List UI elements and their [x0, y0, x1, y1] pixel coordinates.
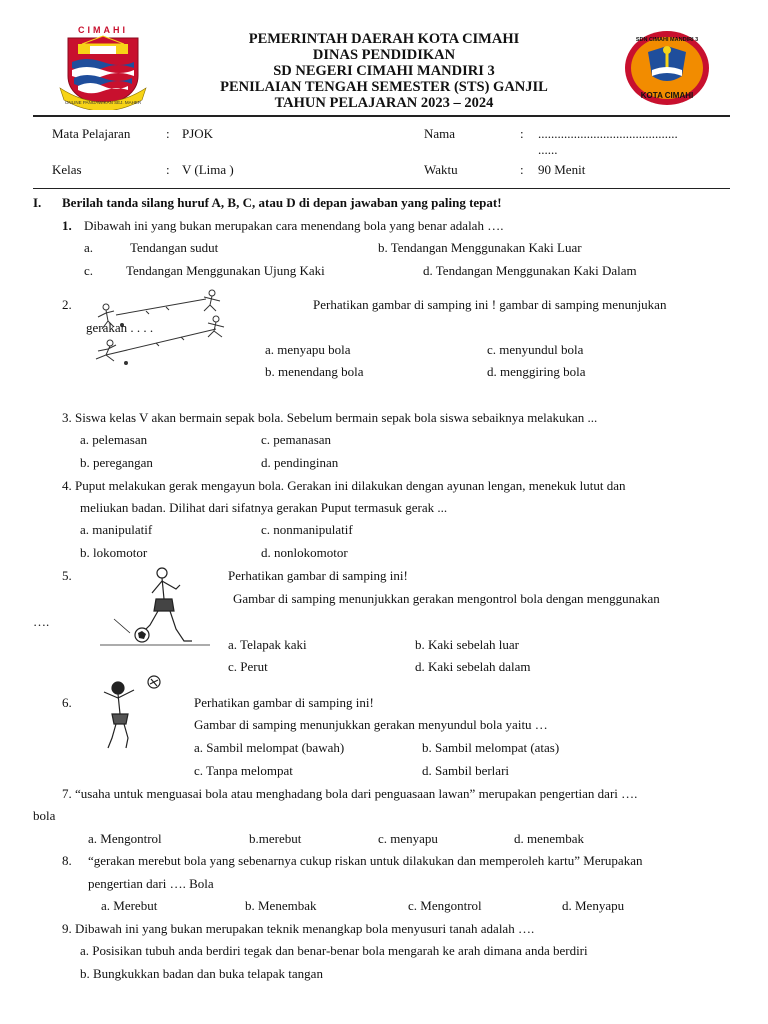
q2-text: Perhatikan gambar di samping ini ! gambar di samping menunjukan [313, 297, 667, 312]
q9-option-a[interactable]: a. Posisikan tubuh anda berdiri tegak dan benar-benar bola mengarah ke arah dimana anda berdiri [80, 943, 588, 958]
q1-option-a[interactable]: Tendangan sudut [130, 240, 219, 255]
q3-text: 3. Siswa kelas V akan bermain sepak bola. Sebelum bermain sepak bola siswa sebaiknya melakukan ... [62, 410, 598, 425]
q2-text-continuation: gerakan . . . . [86, 320, 154, 335]
q6-option-b[interactable]: b. Sambil melompat (atas) [422, 740, 560, 755]
q1-option-d[interactable]: d. Tendangan Menggunakan Kaki Dalam [423, 263, 637, 278]
q8-option-c[interactable]: c. Mengontrol [408, 898, 482, 913]
q3-option-d[interactable]: d. pendinginan [261, 455, 339, 470]
q2-option-b[interactable]: b. menendang bola [265, 364, 364, 379]
section-number: I. [33, 195, 42, 210]
q4-text: 4. Puput melakukan gerak mengayun bola. Gerakan ini dilakukan dengan ayunan lengan, menekuk lutut dan [62, 478, 626, 493]
q7-option-b[interactable]: b.merebut [249, 831, 302, 846]
q1-option-c-letter: c. [84, 263, 94, 278]
q5-text-continuation: Gambar di samping menunjukkan gerakan mengontrol bola dengan menggunakan [233, 591, 660, 606]
q5-option-b[interactable]: b. Kaki sebelah luar [415, 637, 519, 652]
subject-separator: : [166, 126, 170, 141]
q5-option-a[interactable]: a. Telapak kaki [228, 637, 307, 652]
q5-text-ellipsis: …. [33, 614, 50, 629]
name-field-continuation: ...... [538, 142, 558, 157]
q7-option-c[interactable]: c. menyapu [378, 831, 438, 846]
q5-number: 5. [62, 568, 72, 583]
header-line-year: TAHUN PELAJARAN 2023 – 2024 [274, 95, 494, 111]
subject-label: Mata Pelajaran [52, 126, 131, 141]
name-field[interactable]: ........................................... [538, 126, 678, 141]
q5-text: Perhatikan gambar di samping ini! [228, 568, 408, 583]
school-logo-bottom-text: KOTA CIMAHI [640, 91, 694, 100]
q6-option-a[interactable]: a. Sambil melompat (bawah) [194, 740, 345, 755]
section-instruction: Berilah tanda silang huruf A, B, C, atau D di depan jawaban yang paling tepat! [62, 195, 502, 210]
time-separator: : [520, 162, 524, 177]
q2-option-c[interactable]: c. menyundul bola [487, 342, 584, 357]
q7-option-a[interactable]: a. Mengontrol [88, 831, 162, 846]
q6-option-d[interactable]: d. Sambil berlari [422, 763, 510, 778]
q7-option-d[interactable]: d. menembak [514, 831, 585, 846]
q4-option-d[interactable]: d. nonlokomotor [261, 545, 348, 560]
q4-text-continuation: meliukan badan. Dilihat dari sifatnya gerakan Puput termasuk gerak ... [80, 500, 448, 515]
subject-value: PJOK [182, 126, 214, 141]
q4-option-c[interactable]: c. nonmanipulatif [261, 522, 353, 537]
q2-option-a[interactable]: a. menyapu bola [265, 342, 351, 357]
q1-option-c[interactable]: Tendangan Menggunakan Ujung Kaki [126, 263, 325, 278]
name-separator: : [520, 126, 524, 141]
q5-option-d[interactable]: d. Kaki sebelah dalam [415, 659, 531, 674]
header-divider [33, 115, 730, 117]
q8-text-continuation: pengertian dari …. Bola [88, 876, 214, 891]
header-line-school: SD NEGERI CIMAHI MANDIRI 3 [273, 63, 495, 79]
q4-option-a[interactable]: a. manipulatif [80, 522, 153, 537]
time-label: Waktu [424, 162, 458, 177]
q2-option-d[interactable]: d. menggiring bola [487, 364, 586, 379]
q7-text-continuation: bola [33, 808, 56, 823]
q7-text: 7. “usaha untuk menguasai bola atau menghadang bola dari penguasaan lawan” merupakan pengertian dari …. [62, 786, 638, 801]
info-divider [33, 188, 730, 189]
q3-option-c[interactable]: c. pemanasan [261, 432, 332, 447]
logo-motto: ONLINE PANGAWIKAN SEJ. MAHER [64, 100, 142, 105]
q2-number: 2. [62, 297, 72, 312]
school-logo-top-text: SDN CIMAHI MANDIRI 3 [635, 37, 699, 43]
ball-control-illustration [100, 565, 210, 647]
q6-option-c[interactable]: c. Tanpa melompat [194, 763, 293, 778]
school-logo [624, 30, 710, 106]
q6-text-continuation: Gambar di samping menunjukkan gerakan menyundul bola yaitu … [194, 717, 548, 732]
q1-option-b[interactable]: b. Tendangan Menggunakan Kaki Luar [378, 240, 582, 255]
q1-text: Dibawah ini yang bukan merupakan cara menendang bola yang benar adalah …. [84, 218, 504, 233]
class-separator: : [166, 162, 170, 177]
q8-text: “gerakan merebut bola yang sebenarnya cukup riskan untuk dilakukan dan memperoleh kartu” Merupakan [88, 853, 643, 868]
q3-option-b[interactable]: b. peregangan [80, 455, 153, 470]
header-line-department: DINAS PENDIDIKAN [312, 47, 456, 63]
q4-option-b[interactable]: b. lokomotor [80, 545, 148, 560]
q1-number: 1. [62, 218, 72, 233]
q5-option-c[interactable]: c. Perut [228, 659, 268, 674]
q9-text: 9. Dibawah ini yang bukan merupakan teknik menangkap bola menyusuri tanah adalah …. [62, 921, 535, 936]
q3-option-a[interactable]: a. pelemasan [80, 432, 148, 447]
class-label: Kelas [52, 162, 82, 177]
q8-number: 8. [62, 853, 72, 868]
q9-option-b[interactable]: b. Bungkukkan badan dan buka telapak tangan [80, 966, 323, 981]
header-line-exam: PENILAIAN TENGAH SEMESTER (STS) GANJIL [220, 79, 548, 95]
q6-number: 6. [62, 695, 72, 710]
q8-option-b[interactable]: b. Menembak [245, 898, 317, 913]
q8-option-d[interactable]: d. Menyapu [562, 898, 625, 913]
q8-option-a[interactable]: a. Merebut [101, 898, 158, 913]
q6-text: Perhatikan gambar di samping ini! [194, 695, 374, 710]
class-value: V (Lima ) [182, 162, 234, 177]
heading-ball-illustration [98, 674, 166, 752]
header-line-government: PEMERINTAH DAERAH KOTA CIMAHI [248, 31, 520, 47]
logo-text: CIMAHI [78, 25, 128, 35]
name-label: Nama [424, 126, 456, 141]
time-value: 90 Menit [538, 162, 586, 177]
q1-option-a-letter: a. [84, 240, 94, 255]
